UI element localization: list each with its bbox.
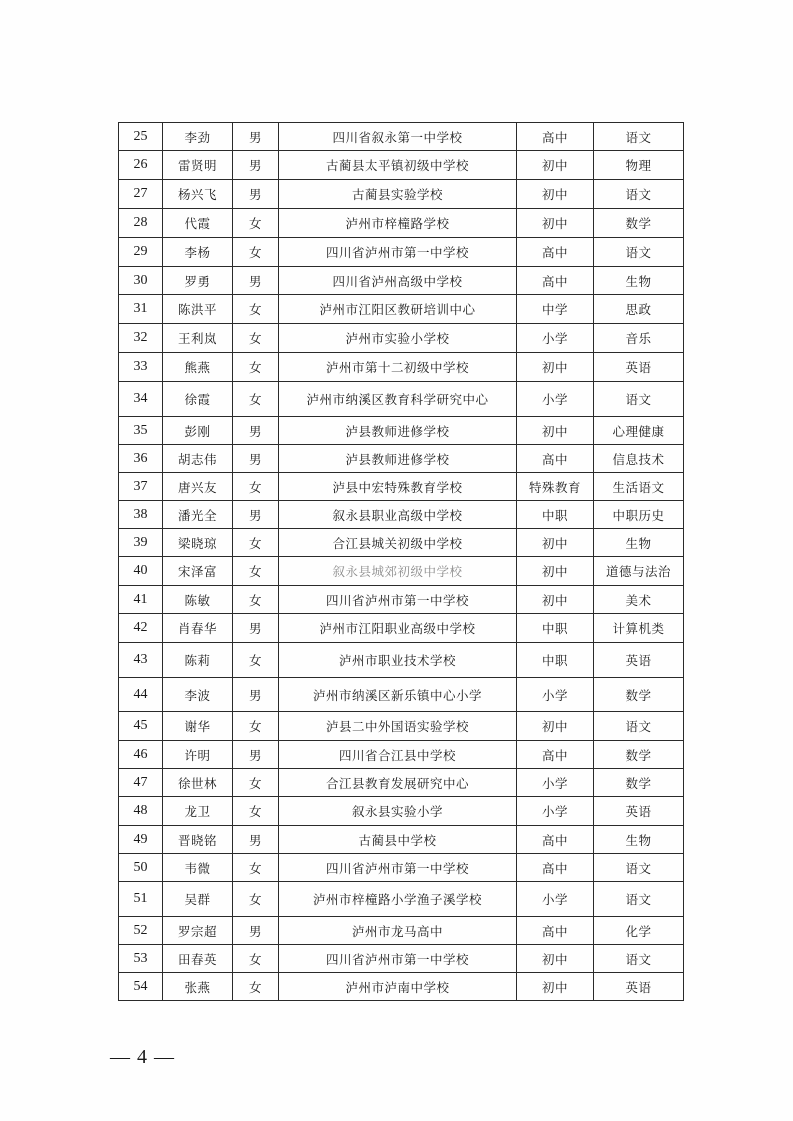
cell-level: 特殊教育 [517,473,594,501]
cell-gender: 男 [233,180,279,209]
cell-number: 30 [119,267,163,295]
cell-number: 46 [119,741,163,769]
cell-name: 罗宗超 [163,917,233,945]
roster-body [119,123,684,1001]
cell-level: 高中 [517,917,594,945]
cell-level: 小学 [517,324,594,353]
cell-gender: 男 [233,501,279,529]
cell-school: 泸州市职业技术学校 [279,643,517,678]
cell-gender: 女 [233,973,279,1001]
cell-gender: 男 [233,917,279,945]
cell-gender: 女 [233,854,279,882]
cell-name: 谢华 [163,712,233,741]
cell-gender: 女 [233,382,279,417]
cell-number: 36 [119,445,163,473]
cell-gender: 女 [233,769,279,797]
cell-gender: 男 [233,151,279,180]
table-row [119,826,684,854]
cell-level: 高中 [517,238,594,267]
cell-level: 初中 [517,417,594,445]
cell-school: 泸县教师进修学校 [279,445,517,473]
cell-subject: 生物 [594,529,684,557]
cell-name: 李杨 [163,238,233,267]
table-row [119,712,684,741]
table-row [119,473,684,501]
cell-name: 陈洪平 [163,295,233,324]
cell-school: 泸州市江阳区教研培训中心 [279,295,517,324]
cell-name: 潘光全 [163,501,233,529]
cell-level: 初中 [517,180,594,209]
table-row [119,945,684,973]
cell-level: 初中 [517,529,594,557]
cell-number: 44 [119,678,163,712]
table-row [119,678,684,712]
cell-gender: 男 [233,417,279,445]
cell-subject: 信息技术 [594,445,684,473]
cell-name: 徐世林 [163,769,233,797]
cell-level: 高中 [517,826,594,854]
cell-level: 小学 [517,382,594,417]
cell-gender: 女 [233,295,279,324]
table-row [119,353,684,382]
cell-name: 梁晓琼 [163,529,233,557]
table-row [119,267,684,295]
cell-school: 四川省泸州市第一中学校 [279,854,517,882]
cell-gender: 男 [233,445,279,473]
cell-level: 初中 [517,945,594,973]
cell-level: 中职 [517,643,594,678]
cell-name: 李波 [163,678,233,712]
table-row [119,209,684,238]
cell-school: 泸县二中外国语实验学校 [279,712,517,741]
cell-gender: 女 [233,324,279,353]
cell-subject: 数学 [594,678,684,712]
cell-name: 代霞 [163,209,233,238]
cell-gender: 女 [233,882,279,917]
cell-school: 四川省合江县中学校 [279,741,517,769]
cell-school: 泸州市龙马高中 [279,917,517,945]
cell-name: 肖春华 [163,614,233,643]
cell-school: 古蔺县中学校 [279,826,517,854]
cell-school: 古蔺县实验学校 [279,180,517,209]
cell-gender: 女 [233,473,279,501]
cell-number: 48 [119,797,163,826]
table-row [119,151,684,180]
cell-number: 51 [119,882,163,917]
cell-number: 27 [119,180,163,209]
cell-gender: 女 [233,586,279,614]
cell-subject: 语文 [594,882,684,917]
cell-school: 泸州市纳溪区新乐镇中心小学 [279,678,517,712]
cell-name: 唐兴友 [163,473,233,501]
cell-level: 中学 [517,295,594,324]
table-row [119,382,684,417]
cell-school: 四川省泸州市第一中学校 [279,238,517,267]
cell-name: 熊燕 [163,353,233,382]
cell-gender: 男 [233,678,279,712]
table-row [119,769,684,797]
page-number: — 4 — [110,1046,175,1068]
cell-number: 26 [119,151,163,180]
cell-name: 李劲 [163,123,233,151]
table-row [119,614,684,643]
cell-subject: 化学 [594,917,684,945]
cell-gender: 男 [233,267,279,295]
cell-subject: 语文 [594,712,684,741]
cell-name: 龙卫 [163,797,233,826]
cell-subject: 数学 [594,209,684,238]
cell-subject: 语文 [594,123,684,151]
cell-name: 张燕 [163,973,233,1001]
cell-level: 初中 [517,973,594,1001]
cell-gender: 女 [233,353,279,382]
cell-number: 53 [119,945,163,973]
table-row [119,557,684,586]
cell-school: 四川省叙永第一中学校 [279,123,517,151]
cell-number: 40 [119,557,163,586]
cell-school: 泸县中宏特殊教育学校 [279,473,517,501]
table-row [119,295,684,324]
teacher-roster-table [118,122,684,1001]
cell-school: 泸州市梓橦路学校 [279,209,517,238]
cell-subject: 心理健康 [594,417,684,445]
cell-number: 49 [119,826,163,854]
cell-subject: 计算机类 [594,614,684,643]
cell-gender: 女 [233,643,279,678]
cell-school: 泸县教师进修学校 [279,417,517,445]
cell-gender: 女 [233,712,279,741]
cell-number: 39 [119,529,163,557]
table-row [119,123,684,151]
cell-subject: 英语 [594,353,684,382]
cell-number: 31 [119,295,163,324]
table-row [119,529,684,557]
cell-level: 初中 [517,151,594,180]
cell-subject: 生物 [594,826,684,854]
table-row [119,501,684,529]
cell-gender: 女 [233,797,279,826]
cell-name: 韦微 [163,854,233,882]
cell-school: 四川省泸州市第一中学校 [279,945,517,973]
table-row [119,854,684,882]
cell-gender: 男 [233,123,279,151]
cell-name: 王利岚 [163,324,233,353]
cell-subject: 数学 [594,769,684,797]
cell-gender: 男 [233,741,279,769]
cell-name: 杨兴飞 [163,180,233,209]
cell-number: 45 [119,712,163,741]
cell-school: 泸州市泸南中学校 [279,973,517,1001]
cell-number: 32 [119,324,163,353]
cell-subject: 生活语文 [594,473,684,501]
cell-name: 彭刚 [163,417,233,445]
table-row [119,797,684,826]
cell-subject: 思政 [594,295,684,324]
cell-subject: 生物 [594,267,684,295]
cell-level: 初中 [517,353,594,382]
cell-school: 合江县城关初级中学校 [279,529,517,557]
cell-number: 29 [119,238,163,267]
cell-gender: 女 [233,557,279,586]
cell-level: 初中 [517,557,594,586]
cell-school: 合江县教育发展研究中心 [279,769,517,797]
cell-number: 43 [119,643,163,678]
cell-name: 吴群 [163,882,233,917]
cell-school: 叙永县实验小学 [279,797,517,826]
table-row [119,973,684,1001]
table-row [119,417,684,445]
cell-gender: 男 [233,826,279,854]
cell-number: 54 [119,973,163,1001]
cell-number: 41 [119,586,163,614]
cell-subject: 音乐 [594,324,684,353]
cell-level: 高中 [517,445,594,473]
cell-name: 雷贤明 [163,151,233,180]
cell-subject: 英语 [594,643,684,678]
cell-name: 晋晓铭 [163,826,233,854]
table-row [119,643,684,678]
cell-level: 高中 [517,123,594,151]
cell-gender: 女 [233,529,279,557]
cell-number: 50 [119,854,163,882]
cell-subject: 数学 [594,741,684,769]
cell-school: 四川省泸州高级中学校 [279,267,517,295]
cell-gender: 男 [233,614,279,643]
cell-school: 叙永县职业高级中学校 [279,501,517,529]
cell-school: 泸州市纳溪区教育科学研究中心 [279,382,517,417]
cell-level: 初中 [517,209,594,238]
cell-level: 中职 [517,501,594,529]
cell-gender: 女 [233,209,279,238]
cell-subject: 物理 [594,151,684,180]
cell-name: 陈莉 [163,643,233,678]
cell-level: 小学 [517,882,594,917]
cell-level: 高中 [517,267,594,295]
cell-level: 初中 [517,586,594,614]
cell-level: 小学 [517,678,594,712]
cell-level: 高中 [517,854,594,882]
table-row [119,741,684,769]
table-row [119,180,684,209]
cell-name: 田春英 [163,945,233,973]
table-row [119,882,684,917]
cell-name: 胡志伟 [163,445,233,473]
cell-subject: 美术 [594,586,684,614]
cell-level: 小学 [517,769,594,797]
cell-subject: 英语 [594,797,684,826]
cell-subject: 语文 [594,945,684,973]
cell-subject: 语文 [594,854,684,882]
cell-number: 28 [119,209,163,238]
table-row [119,917,684,945]
cell-subject: 语文 [594,382,684,417]
cell-name: 许明 [163,741,233,769]
cell-level: 初中 [517,712,594,741]
table-row [119,238,684,267]
cell-school: 泸州市第十二初级中学校 [279,353,517,382]
cell-school: 泸州市江阳职业高级中学校 [279,614,517,643]
cell-number: 34 [119,382,163,417]
cell-school: 泸州市梓橦路小学渔子溪学校 [279,882,517,917]
cell-school: 古蔺县太平镇初级中学校 [279,151,517,180]
cell-name: 陈敏 [163,586,233,614]
cell-name: 徐霞 [163,382,233,417]
cell-number: 37 [119,473,163,501]
cell-school: 泸州市实验小学校 [279,324,517,353]
cell-gender: 女 [233,238,279,267]
cell-number: 35 [119,417,163,445]
cell-level: 高中 [517,741,594,769]
cell-number: 38 [119,501,163,529]
cell-school: 四川省泸州市第一中学校 [279,586,517,614]
cell-level: 中职 [517,614,594,643]
cell-subject: 英语 [594,973,684,1001]
cell-gender: 女 [233,945,279,973]
table-row [119,586,684,614]
cell-level: 小学 [517,797,594,826]
cell-name: 罗勇 [163,267,233,295]
cell-number: 33 [119,353,163,382]
cell-subject: 语文 [594,238,684,267]
cell-subject: 道德与法治 [594,557,684,586]
table-row [119,445,684,473]
cell-subject: 中职历史 [594,501,684,529]
cell-number: 25 [119,123,163,151]
cell-number: 47 [119,769,163,797]
cell-name: 宋泽富 [163,557,233,586]
cell-subject: 语文 [594,180,684,209]
table-row [119,324,684,353]
cell-school: 叙永县城郊初级中学校 [279,557,517,586]
cell-number: 42 [119,614,163,643]
cell-number: 52 [119,917,163,945]
